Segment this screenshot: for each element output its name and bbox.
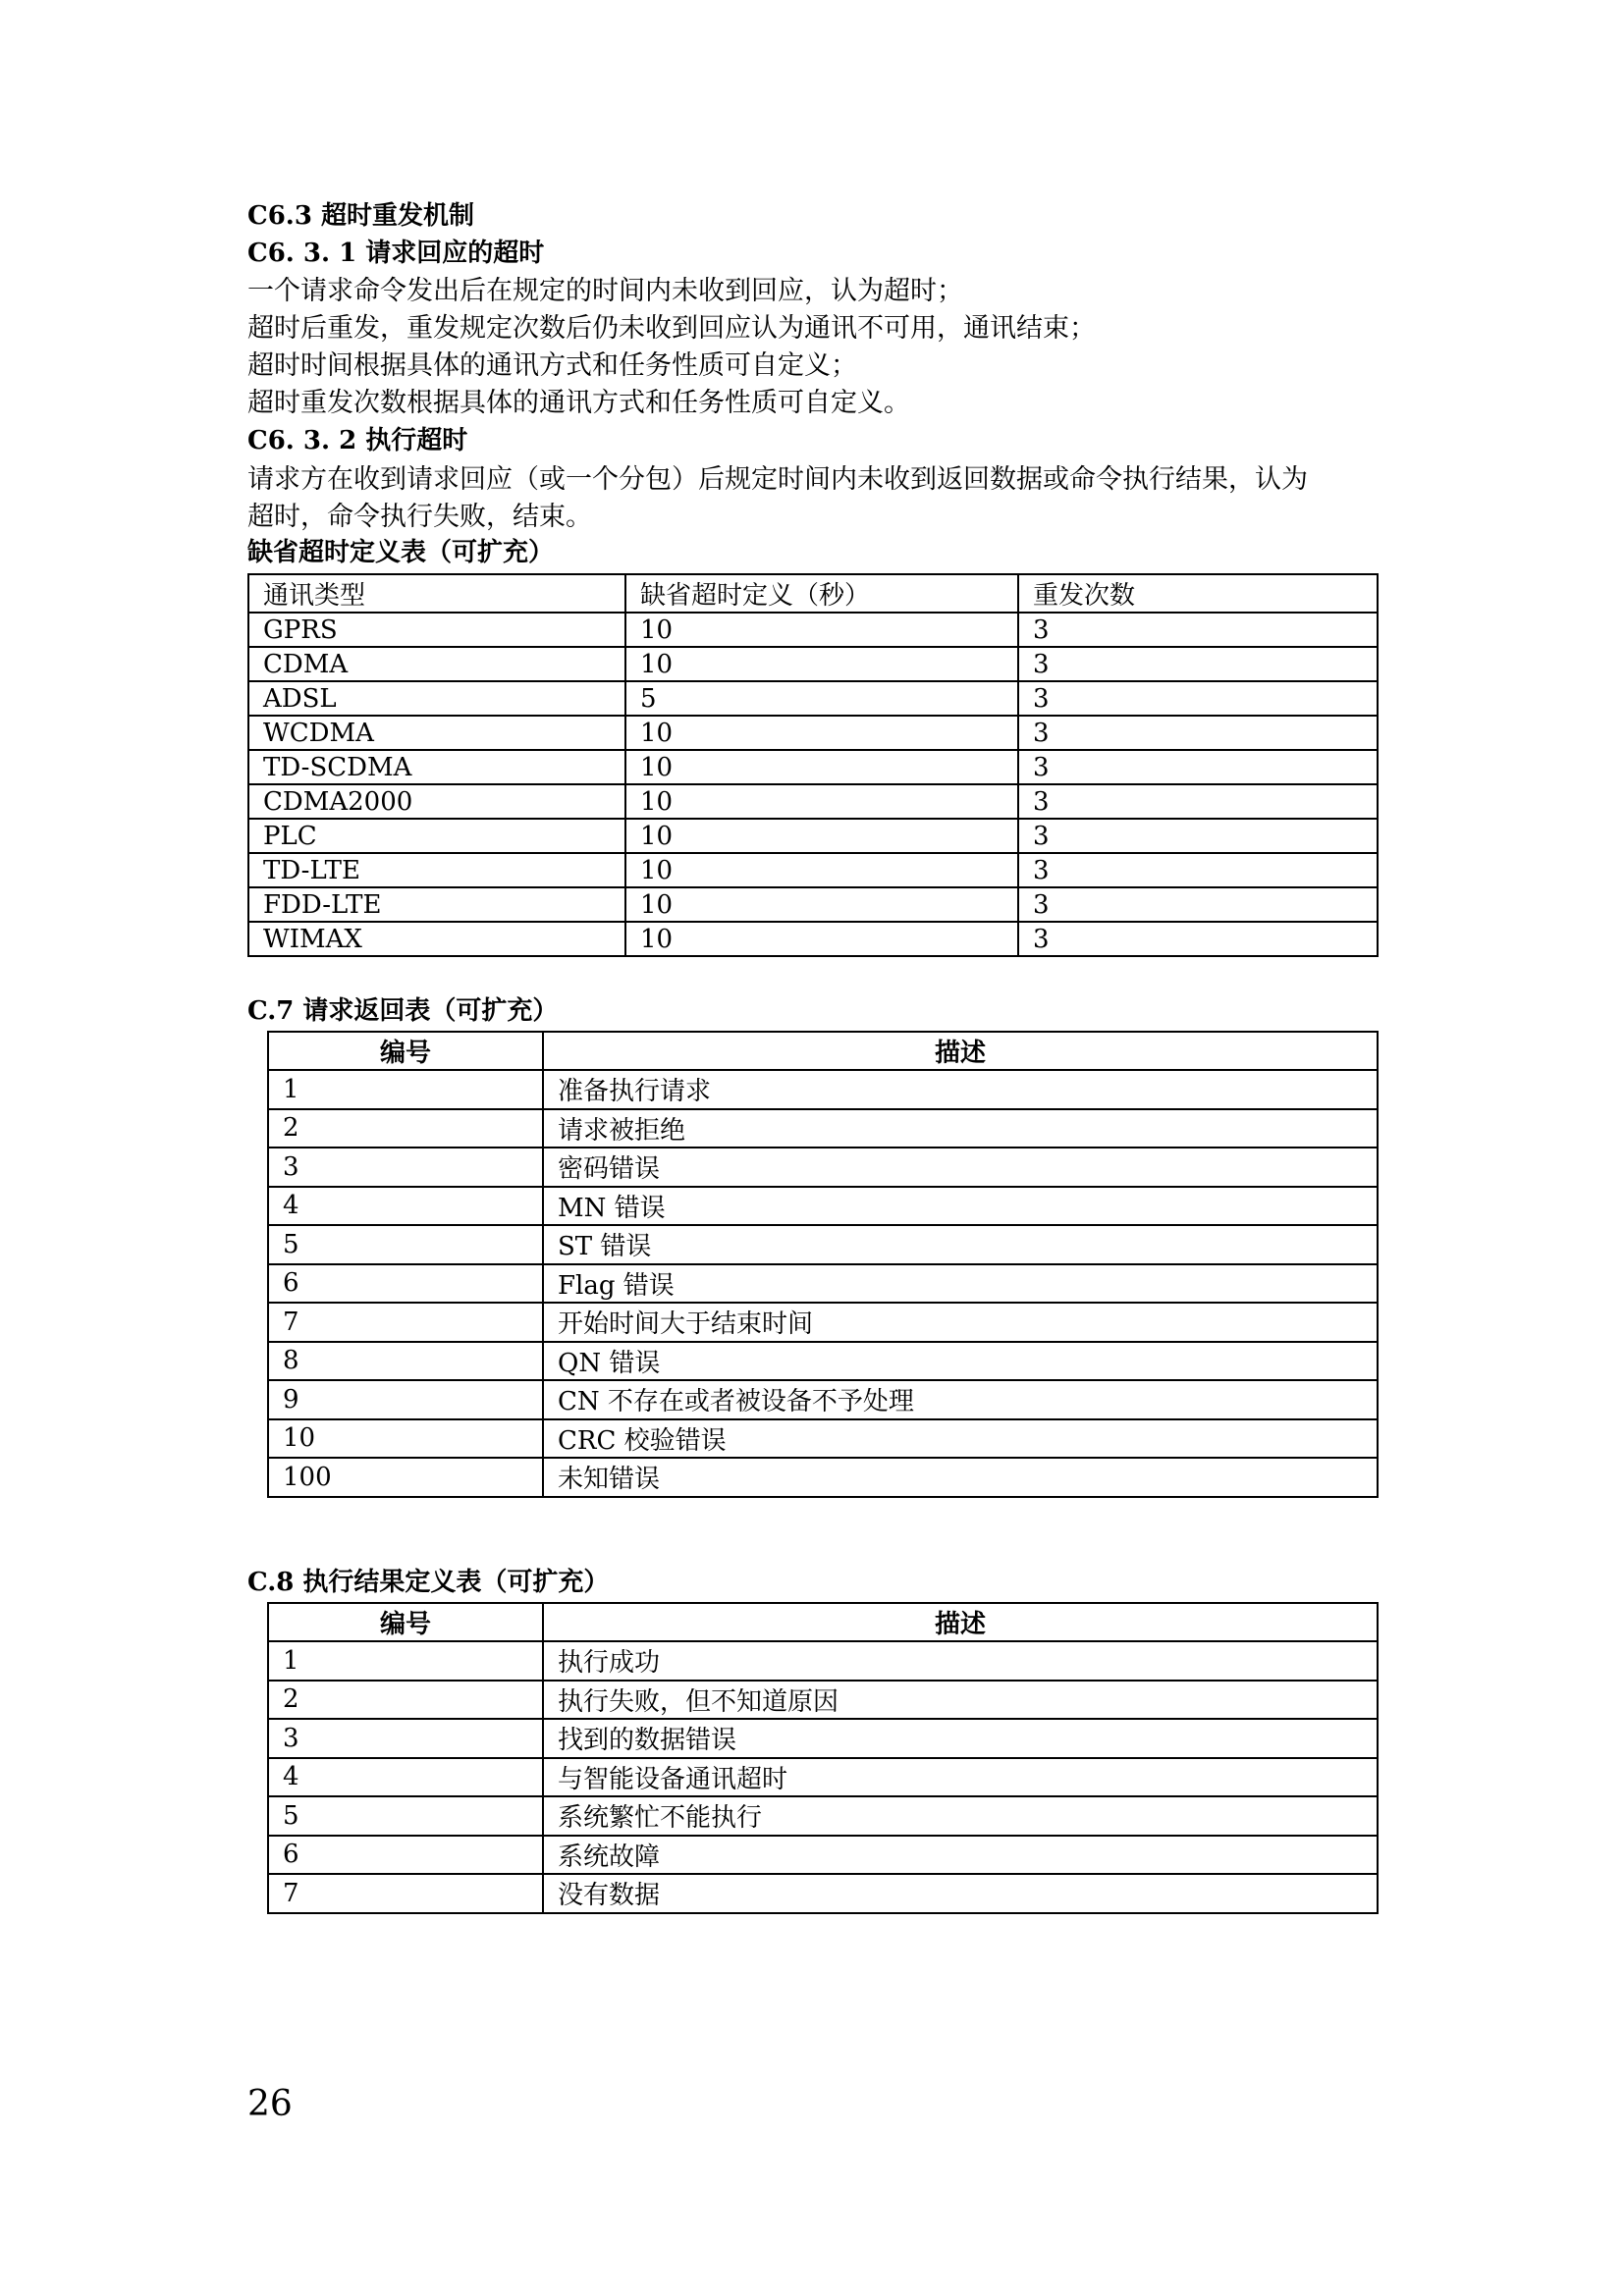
c631-line-1: 一个请求命令发出后在规定的时间内未收到回应，认为超时； xyxy=(247,276,963,306)
result-code: 1 xyxy=(268,1641,543,1681)
table-row xyxy=(268,1681,1378,1720)
table-row xyxy=(248,613,1378,647)
return-description: ST 错误 xyxy=(543,1225,1378,1264)
table-row xyxy=(248,681,1378,716)
retry-count: 3 xyxy=(1018,922,1378,956)
retry-count: 3 xyxy=(1018,647,1378,681)
c632-line-2: 超时，命令执行失败，结束。 xyxy=(247,502,592,532)
return-code: 5 xyxy=(268,1225,543,1264)
timeout-seconds: 10 xyxy=(625,613,1018,647)
timeout-header-timeout: 缺省超时定义（秒） xyxy=(625,574,1018,613)
table-row xyxy=(268,1342,1378,1381)
table-row xyxy=(268,1187,1378,1226)
section-c63-title: C6.3 超时重发机制 xyxy=(247,201,474,231)
return-code: 3 xyxy=(268,1148,543,1187)
result-code: 5 xyxy=(268,1796,543,1836)
comm-type: WCDMA xyxy=(248,716,625,750)
timeout-table-caption: 缺省超时定义表（可扩充） xyxy=(247,538,555,567)
timeout-table-header-row xyxy=(248,574,1378,613)
table-row xyxy=(268,1070,1378,1109)
return-code: 7 xyxy=(268,1303,543,1342)
section-c631-title: C6. 3. 1 请求回应的超时 xyxy=(247,239,545,268)
table-row xyxy=(268,1458,1378,1497)
page-number: 26 xyxy=(247,2084,293,2124)
table-row xyxy=(268,1264,1378,1304)
table-row xyxy=(248,716,1378,750)
return-code: 6 xyxy=(268,1264,543,1304)
c631-line-2: 超时后重发，重发规定次数后仍未收到回应认为通讯不可用，通讯结束； xyxy=(247,313,1096,344)
table-row xyxy=(268,1109,1378,1148)
c631-line-4: 超时重发次数根据具体的通讯方式和任务性质可自定义。 xyxy=(247,388,910,418)
table-row xyxy=(268,1641,1378,1681)
result-description: 没有数据 xyxy=(543,1874,1378,1913)
return-table-caption: C.7 请求返回表（可扩充） xyxy=(247,996,559,1026)
table-row xyxy=(268,1758,1378,1797)
return-table xyxy=(267,1031,1379,1498)
timeout-seconds: 10 xyxy=(625,853,1018,887)
retry-count: 3 xyxy=(1018,613,1378,647)
timeout-seconds: 5 xyxy=(625,681,1018,716)
retry-count: 3 xyxy=(1018,784,1378,819)
table-row xyxy=(268,1719,1378,1758)
return-header-description: 描述 xyxy=(543,1032,1378,1070)
section-c632-title: C6. 3. 2 执行超时 xyxy=(247,426,468,455)
return-description: CN 不存在或者被设备不予处理 xyxy=(543,1380,1378,1419)
return-code: 10 xyxy=(268,1419,543,1459)
retry-count: 3 xyxy=(1018,819,1378,853)
return-description: QN 错误 xyxy=(543,1342,1378,1381)
return-header-code: 编号 xyxy=(268,1032,543,1070)
return-code: 1 xyxy=(268,1070,543,1109)
return-description: 请求被拒绝 xyxy=(543,1109,1378,1148)
result-code: 3 xyxy=(268,1719,543,1758)
comm-type: TD-SCDMA xyxy=(248,750,625,784)
return-description: 准备执行请求 xyxy=(543,1070,1378,1109)
return-description: 开始时间大于结束时间 xyxy=(543,1303,1378,1342)
timeout-header-retries: 重发次数 xyxy=(1018,574,1378,613)
table-row xyxy=(268,1796,1378,1836)
result-code: 4 xyxy=(268,1758,543,1797)
return-description: Flag 错误 xyxy=(543,1264,1378,1304)
timeout-header-type: 通讯类型 xyxy=(248,574,625,613)
result-table-header-row xyxy=(268,1603,1378,1641)
comm-type: FDD-LTE xyxy=(248,887,625,922)
retry-count: 3 xyxy=(1018,716,1378,750)
table-row xyxy=(268,1303,1378,1342)
comm-type: CDMA xyxy=(248,647,625,681)
retry-count: 3 xyxy=(1018,853,1378,887)
return-code: 2 xyxy=(268,1109,543,1148)
table-row xyxy=(268,1419,1378,1459)
timeout-seconds: 10 xyxy=(625,750,1018,784)
table-row xyxy=(248,647,1378,681)
return-description: MN 错误 xyxy=(543,1187,1378,1226)
return-code: 4 xyxy=(268,1187,543,1226)
result-table xyxy=(267,1602,1379,1914)
comm-type: TD-LTE xyxy=(248,853,625,887)
result-header-code: 编号 xyxy=(268,1603,543,1641)
return-code: 100 xyxy=(268,1458,543,1497)
return-description: 未知错误 xyxy=(543,1458,1378,1497)
table-row xyxy=(268,1225,1378,1264)
result-header-description: 描述 xyxy=(543,1603,1378,1641)
table-row xyxy=(268,1836,1378,1875)
table-row xyxy=(248,819,1378,853)
return-code: 9 xyxy=(268,1380,543,1419)
timeout-table xyxy=(247,573,1379,957)
result-description: 找到的数据错误 xyxy=(543,1719,1378,1758)
comm-type: PLC xyxy=(248,819,625,853)
result-description: 与智能设备通讯超时 xyxy=(543,1758,1378,1797)
result-description: 执行成功 xyxy=(543,1641,1378,1681)
table-row xyxy=(248,922,1378,956)
table-row xyxy=(268,1380,1378,1419)
result-description: 系统故障 xyxy=(543,1836,1378,1875)
timeout-seconds: 10 xyxy=(625,887,1018,922)
table-row xyxy=(248,784,1378,819)
retry-count: 3 xyxy=(1018,887,1378,922)
timeout-seconds: 10 xyxy=(625,647,1018,681)
timeout-seconds: 10 xyxy=(625,922,1018,956)
comm-type: GPRS xyxy=(248,613,625,647)
result-table-caption: C.8 执行结果定义表（可扩充） xyxy=(247,1568,610,1597)
table-row xyxy=(268,1148,1378,1187)
retry-count: 3 xyxy=(1018,750,1378,784)
result-description: 执行失败，但不知道原因 xyxy=(543,1681,1378,1720)
c631-line-3: 超时时间根据具体的通讯方式和任务性质可自定义； xyxy=(247,350,857,381)
result-code: 7 xyxy=(268,1874,543,1913)
return-table-header-row xyxy=(268,1032,1378,1070)
comm-type: WIMAX xyxy=(248,922,625,956)
table-row xyxy=(248,887,1378,922)
comm-type: ADSL xyxy=(248,681,625,716)
timeout-seconds: 10 xyxy=(625,716,1018,750)
return-description: CRC 校验错误 xyxy=(543,1419,1378,1459)
table-row xyxy=(248,853,1378,887)
comm-type: CDMA2000 xyxy=(248,784,625,819)
result-code: 2 xyxy=(268,1681,543,1720)
timeout-seconds: 10 xyxy=(625,784,1018,819)
result-code: 6 xyxy=(268,1836,543,1875)
result-description: 系统繁忙不能执行 xyxy=(543,1796,1378,1836)
retry-count: 3 xyxy=(1018,681,1378,716)
table-row xyxy=(268,1874,1378,1913)
return-description: 密码错误 xyxy=(543,1148,1378,1187)
table-row xyxy=(248,750,1378,784)
return-code: 8 xyxy=(268,1342,543,1381)
timeout-seconds: 10 xyxy=(625,819,1018,853)
c632-line-1: 请求方在收到请求回应（或一个分包）后规定时间内未收到返回数据或命令执行结果，认为 xyxy=(247,464,1308,495)
